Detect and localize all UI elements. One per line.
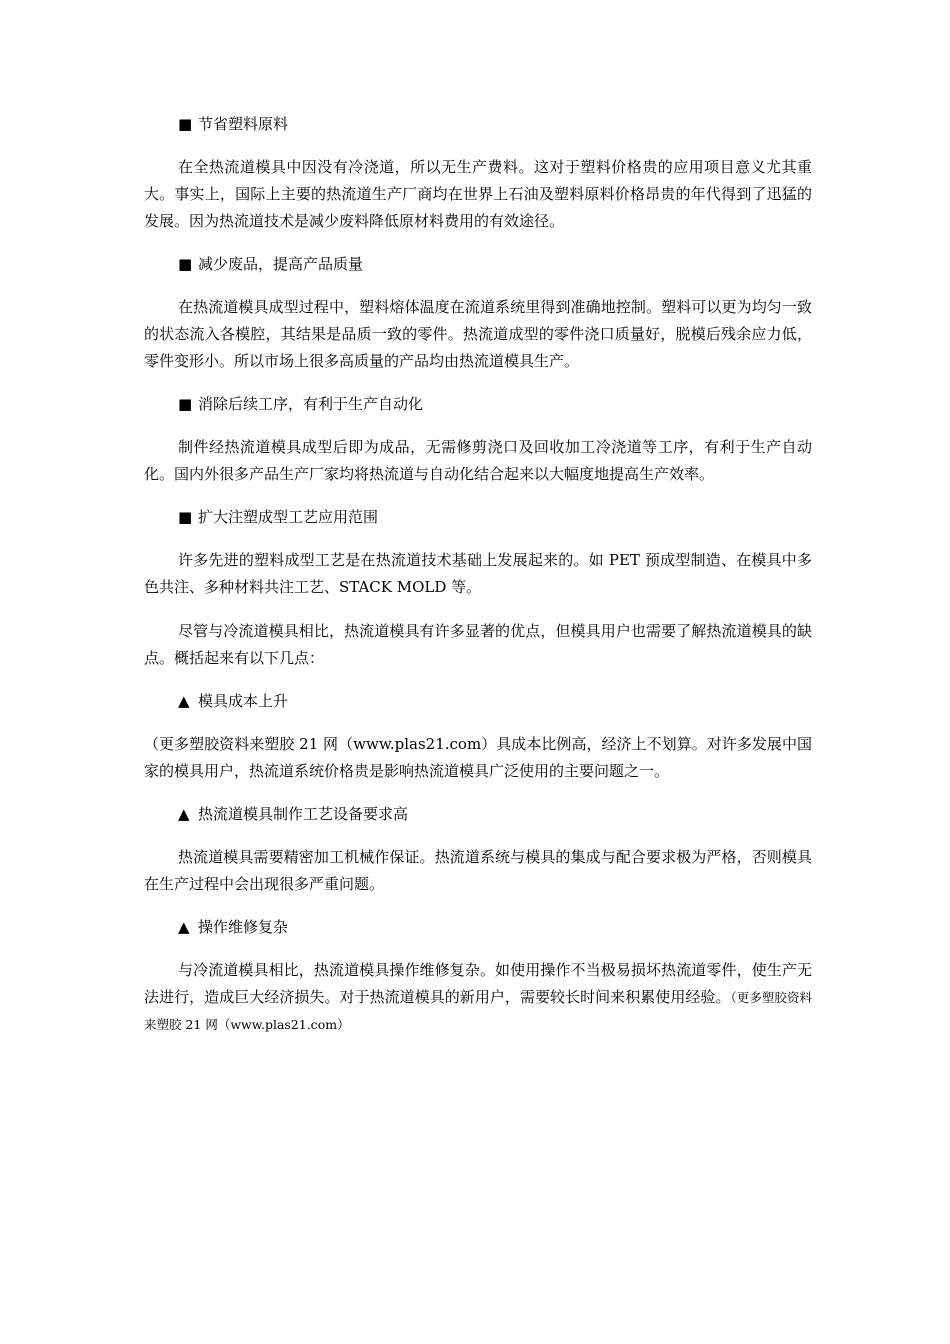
section-heading-maintenance (144, 915, 812, 939)
paragraph-expand-range: 许多先进的塑料成型工艺是在热流道技术基础上发展起来的。如 PET 预成型制造、在模具中多色共注、多种材料共注工艺、STACK MOLD 等。 (144, 551, 812, 596)
section-title: 操作维修复杂 (198, 918, 289, 936)
paragraph-equipment: 热流道模具需要精密加工机械作保证。热流道系统与模具的集成与配合要求极为严格，否则模具在生产过程中会出现很多严重问题。 (144, 848, 812, 893)
paragraph-reduce-waste: 在热流道模具成型过程中，塑料熔体温度在流道系统里得到准确地控制。塑料可以更为均匀一致的状态流入各模腔，其结果是品质一致的零件。热流道成型的零件浇口质量好，脱模后残余应力低，零件变形小。所以市场上很多高质量的产品均由热流道模具生产。 (144, 298, 812, 370)
square-bullet-icon: ■ (178, 115, 193, 133)
section-title: 模具成本上升 (198, 692, 289, 710)
section-title: 扩大注塑成型工艺应用范围 (198, 508, 379, 526)
section-title: 节省塑料原料 (198, 115, 289, 133)
square-bullet-icon: ■ (178, 255, 193, 273)
document-page (144, 112, 812, 1055)
square-bullet-icon: ■ (178, 508, 193, 526)
paragraph-maintenance-text: 与冷流道模具相比，热流道模具操作维修复杂。如使用操作不当极易损坏热流道零件，使生产无法进行，造成巨大经济损失。对于热流道模具的新用户，需要较长时间来积累使用经验。 (144, 961, 812, 1006)
paragraph-disadvantages-intro: 尽管与冷流道模具相比，热流道模具有许多显著的优点，但模具用户也需要了解热流道模具的缺点。概括起来有以下几点： (144, 622, 812, 667)
source-note: （更多塑胶资料来塑胶 21 网（www.plas21.com） (144, 990, 812, 1032)
triangle-bullet-icon: ▲ (178, 918, 190, 936)
section-title: 消除后续工序，有利于生产自动化 (198, 395, 424, 413)
section-heading-cost (144, 689, 812, 713)
section-heading-equipment (144, 802, 812, 826)
paragraph-save-material: 在全热流道模具中因没有冷浇道，所以无生产费料。这对于塑料价格贵的应用项目意义尤其重大。事实上，国际上主要的热流道生产厂商均在世界上石油及塑料原料价格昂贵的年代得到了迅猛的发展。因为热流道技术是减少废料降低原材料费用的有效途径。 (144, 158, 812, 230)
section-title: 减少废品，提高产品质量 (198, 255, 364, 273)
triangle-bullet-icon: ▲ (178, 805, 190, 823)
section-heading-reduce-waste (144, 252, 812, 276)
square-bullet-icon: ■ (178, 395, 193, 413)
paragraph-maintenance (144, 957, 812, 1038)
section-heading-expand-range (144, 505, 812, 529)
section-heading-save-material (144, 112, 812, 136)
paragraph-cost: （更多塑胶资料来塑胶 21 网（www.plas21.com）具成本比例高，经济上不划算。对许多发展中国家的模具用户，热流道系统价格贵是影响热流道模具广泛使用的主要问题之一。 (144, 735, 812, 780)
section-heading-automation (144, 392, 812, 416)
paragraph-automation: 制件经热流道模具成型后即为成品，无需修剪浇口及回收加工冷浇道等工序，有利于生产自动化。国内外很多产品生产厂家均将热流道与自动化结合起来以大幅度地提高生产效率。 (144, 438, 812, 483)
section-title: 热流道模具制作工艺设备要求高 (198, 805, 409, 823)
triangle-bullet-icon: ▲ (178, 692, 190, 710)
